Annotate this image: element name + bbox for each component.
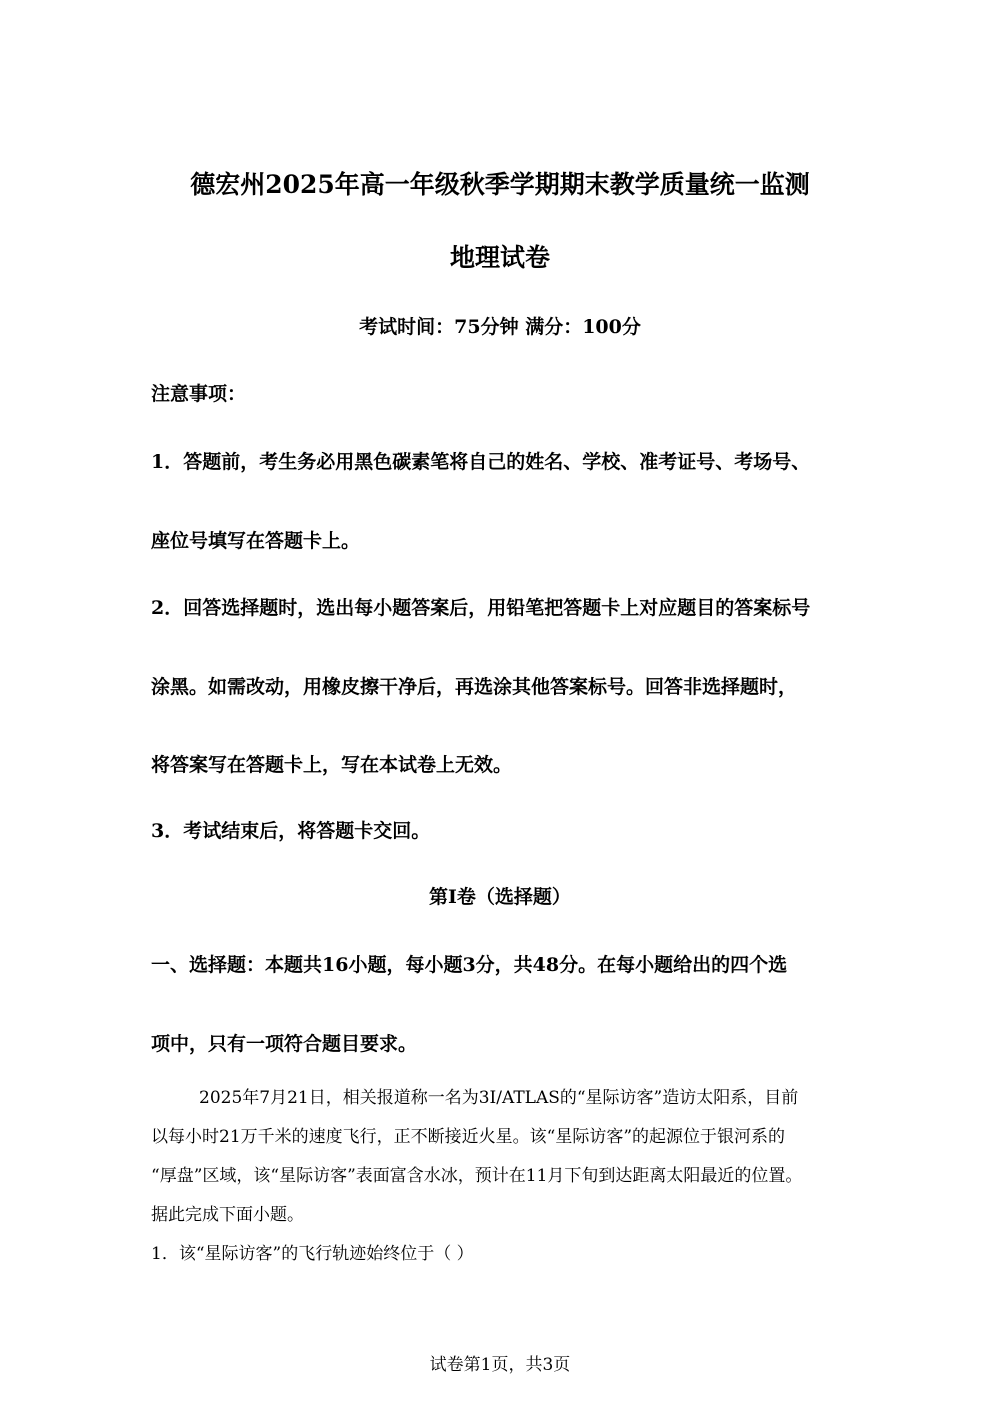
exam-title-line-2: 地理试卷 [449, 243, 550, 272]
volume-title: 第Ⅰ卷（选择题） [429, 886, 571, 908]
section-instructions-line-2: 项中，只有一项符合题目要求。 [151, 1033, 418, 1055]
passage-line: 2025年7月21日，相关报道称一名为3I/ATLAS的“星际访客”造访太阳系，目前 [199, 1088, 799, 1108]
notice-line: 1．答题前，考生务必用黑色碳素笔将自己的姓名、学校、准考证号、考场号、 [151, 451, 811, 473]
exam-info: 考试时间：75分钟 满分：100分 [359, 316, 641, 338]
question-1-stem: 1．该“星际访客”的飞行轨迹始终位于（ ） [151, 1244, 474, 1264]
notice-heading: 注意事项： [151, 383, 247, 405]
notice-line: 涂黑。如需改动，用橡皮擦干净后，再选涂其他答案标号。回答非选择题时， [151, 676, 798, 698]
passage-line: 据此完成下面小题。 [151, 1205, 304, 1225]
passage-line: 以每小时21万千米的速度飞行，正不断接近火星。该“星际访客”的起源位于银河系的 [151, 1127, 786, 1147]
exam-title-line-1: 德宏州2025年高一年级秋季学期期末教学质量统一监测 [190, 170, 810, 199]
notice-line: 2．回答选择题时，选出每小题答案后，用铅笔把答题卡上对应题目的答案标号 [151, 597, 811, 619]
page-footer: 试卷第1页，共3页 [429, 1355, 571, 1375]
notice-line: 座位号填写在答题卡上。 [151, 530, 361, 552]
notice-line: 3．考试结束后，将答题卡交回。 [151, 820, 431, 842]
notice-line: 将答案写在答题卡上，写在本试卷上无效。 [151, 754, 513, 776]
section-instructions-line-1: 一、选择题：本题共16小题，每小题3分，共48分。在每小题给出的四个选 [151, 954, 788, 976]
passage-line: “厚盘”区域，该“星际访客”表面富含水冰，预计在11月下旬到达距离太阳最近的位置。 [151, 1166, 803, 1186]
